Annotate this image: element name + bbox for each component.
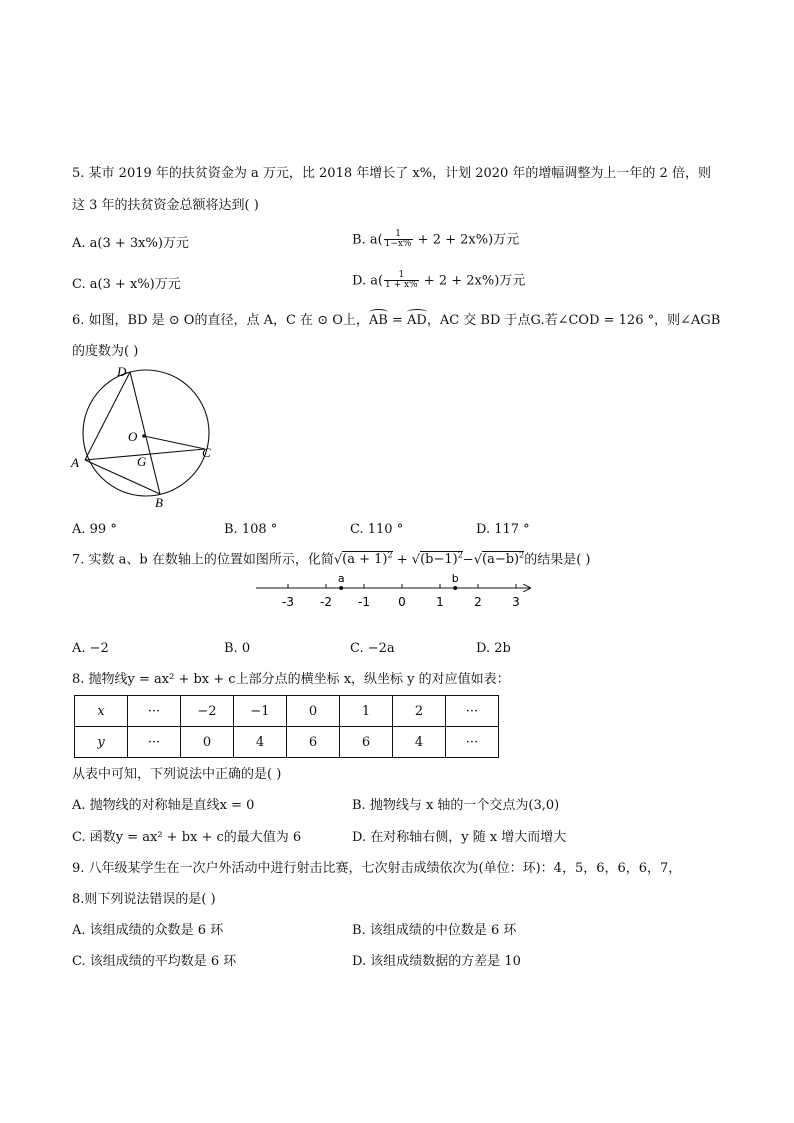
q7-point-b — [453, 586, 457, 590]
q5-option-d-suffix: + 2 + 2x%)万元 — [419, 273, 526, 289]
q7-axis-tick-label: -1 — [358, 595, 370, 609]
q8-cell: 6 — [287, 727, 340, 758]
q7-label-b: b — [451, 572, 459, 585]
q5-option-b-suffix: + 2 + 2x%)万元 — [413, 232, 520, 248]
q9-option-c: C. 该组成绩的平均数是 6 环 — [72, 954, 237, 969]
q7-axis-tick-label: 0 — [398, 595, 406, 609]
q7-option-d: D. 2b — [476, 641, 511, 656]
q5-option-b — [352, 230, 519, 250]
q8-table-row-x — [75, 696, 499, 727]
q7-axis-tick-label: 2 — [474, 595, 482, 609]
q6-circle — [83, 370, 209, 496]
q8-cell: ··· — [446, 727, 499, 758]
q6-arc-ab: AB — [368, 313, 388, 328]
q8-cell: x — [75, 696, 128, 727]
q7-exponent-3: 2 — [519, 551, 525, 560]
q7-stem-prefix: 7. 实数 a、b 在数轴上的位置如图所示，化简 — [72, 552, 334, 568]
q6-option-d: D. 117 ° — [476, 522, 530, 537]
q5-option-d — [352, 271, 525, 291]
q7-exponent-2: 2 — [457, 551, 463, 560]
q8-cell: 2 — [393, 696, 446, 727]
q8-cell: ··· — [446, 696, 499, 727]
q7-stem: 7. 实数 a、b 在数轴上的位置如图所示，化简$√(a + 1)^2 + √(b-1)^2-√(a-b)^2$的结果是( ) — [72, 551, 591, 568]
q6-stem-suffix: ，AC 交 BD 于点G.若∠COD = 126 °，则∠AGB — [426, 313, 721, 328]
q8-cell: 4 — [234, 727, 287, 758]
q6-arc-ad: AD — [407, 313, 427, 328]
q5-option-b-fraction — [384, 230, 413, 250]
q7-option-b: B. 0 — [224, 641, 251, 656]
q6-center-point — [142, 434, 146, 438]
q7-radical-2 — [420, 551, 463, 567]
q8-cell: 1 — [340, 696, 393, 727]
q6-label-d: D — [117, 364, 127, 379]
q7-axis-tick-label: -3 — [282, 595, 294, 609]
q7-axis-tick-label: 1 — [436, 595, 444, 609]
q6-circle-figure — [66, 362, 226, 514]
q7-option-a: A. −2 — [72, 641, 109, 656]
q8-option-c: C. 函数y = ax² + bx + c的最大值为 6 — [72, 830, 302, 845]
q8-cell: ··· — [128, 696, 181, 727]
q6-option-c: C. 110 ° — [350, 522, 404, 537]
q9-stem-line2: 8.则下列说法错误的是( ) — [72, 892, 216, 907]
q8-cell: y — [75, 727, 128, 758]
q5-option-b-prefix: B. a( — [352, 232, 383, 248]
q5-stem-line1: 5. 某市 2019 年的扶贫资金为 a 万元，比 2018 年增长了 x%，计划 2020 年的增幅调整为上一年的 2 倍，则 — [72, 166, 711, 181]
q7-radicand-1: (a + 1) — [342, 552, 388, 568]
q7-minus: − — [462, 552, 474, 568]
q8-prompt: 从表中可知，下列说法中正确的是( ) — [72, 767, 282, 782]
q6-option-b: B. 108 ° — [224, 522, 278, 537]
q7-axis-tick-label: 3 — [512, 595, 520, 609]
q7-option-c: C. −2a — [350, 641, 395, 656]
q6-stem-line2: 的度数为( ) — [72, 344, 139, 359]
q6-label-a: A — [71, 455, 79, 470]
q7-stem-suffix: 的结果是( ) — [524, 552, 591, 568]
q7-point-a — [339, 586, 343, 590]
q6-label-c: C — [202, 445, 211, 460]
q8-value-table — [74, 695, 499, 758]
q8-cell: −1 — [234, 696, 287, 727]
q7-plus: + — [392, 552, 412, 568]
q6-option-a: A. 99 ° — [72, 522, 117, 537]
q7-exponent-1: 2 — [387, 551, 393, 560]
q7-radical-1 — [342, 551, 392, 567]
q7-number-line — [250, 570, 540, 612]
q7-axis-tick-label: -2 — [320, 595, 332, 609]
q8-option-a: A. 抛物线的对称轴是直线x = 0 — [72, 798, 255, 813]
q8-cell: 0 — [287, 696, 340, 727]
q5-option-d-denominator: 1 + x% — [385, 280, 418, 291]
q6-chord-ab — [85, 460, 160, 494]
q9-option-d: D. 该组成绩数据的方差是 10 — [352, 954, 521, 969]
q6-label-g: G — [137, 454, 147, 469]
q8-option-d: D. 在对称轴右侧，y 随 x 增大而增大 — [352, 830, 567, 845]
q8-stem: 8. 抛物线y = ax² + bx + c上部分点的横坐标 x，纵坐标 y 的对应值如表： — [72, 672, 510, 687]
q9-option-b: B. 该组成绩的中位数是 6 环 — [352, 923, 517, 938]
q5-option-b-denominator: 1−x% — [384, 239, 412, 250]
q9-stem-line1: 9. 八年级某学生在一次户外活动中进行射击比赛，七次射击成绩依次为(单位：环)：4，5，6，6，6，7， — [72, 861, 682, 876]
q5-option-d-numerator: 1 — [384, 271, 419, 281]
q8-option-b: B. 抛物线与 x 轴的一个交点为(3,0) — [352, 798, 560, 813]
q7-radical-3 — [482, 551, 524, 567]
q6-label-o: O — [128, 429, 138, 444]
q5-option-d-prefix: D. a( — [352, 273, 384, 289]
q5-stem-line2: 这 3 年的扶贫资金总额将达到( ) — [72, 198, 259, 213]
q8-cell: 4 — [393, 727, 446, 758]
q8-cell: ··· — [128, 727, 181, 758]
q6-chord-ad — [85, 372, 130, 460]
q9-option-a: A. 该组成绩的众数是 6 环 — [72, 923, 224, 938]
q8-table-row-y — [75, 727, 499, 758]
q6-stem-prefix: 6. 如图，BD 是 ⊙ O的直径，点 A，C 在 ⊙ O上， — [72, 313, 369, 328]
q6-stem-line1 — [72, 313, 720, 329]
q5-option-a: A. a(3 + 3x%)万元 — [72, 236, 189, 251]
q7-radicand-2: (b−1) — [420, 552, 458, 568]
q6-radius-oc — [144, 436, 205, 449]
q5-option-d-fraction — [384, 271, 419, 291]
q7-radicand-3: (a−b) — [482, 552, 520, 568]
q8-cell: −2 — [181, 696, 234, 727]
q8-cell: 6 — [340, 727, 393, 758]
q5-option-c: C. a(3 + x%)万元 — [72, 277, 181, 292]
q6-label-b: B — [155, 495, 163, 510]
q6-equals: = — [387, 313, 407, 328]
q5-option-b-numerator: 1 — [384, 230, 413, 240]
q7-label-a: a — [337, 572, 345, 585]
q8-cell: 0 — [181, 727, 234, 758]
